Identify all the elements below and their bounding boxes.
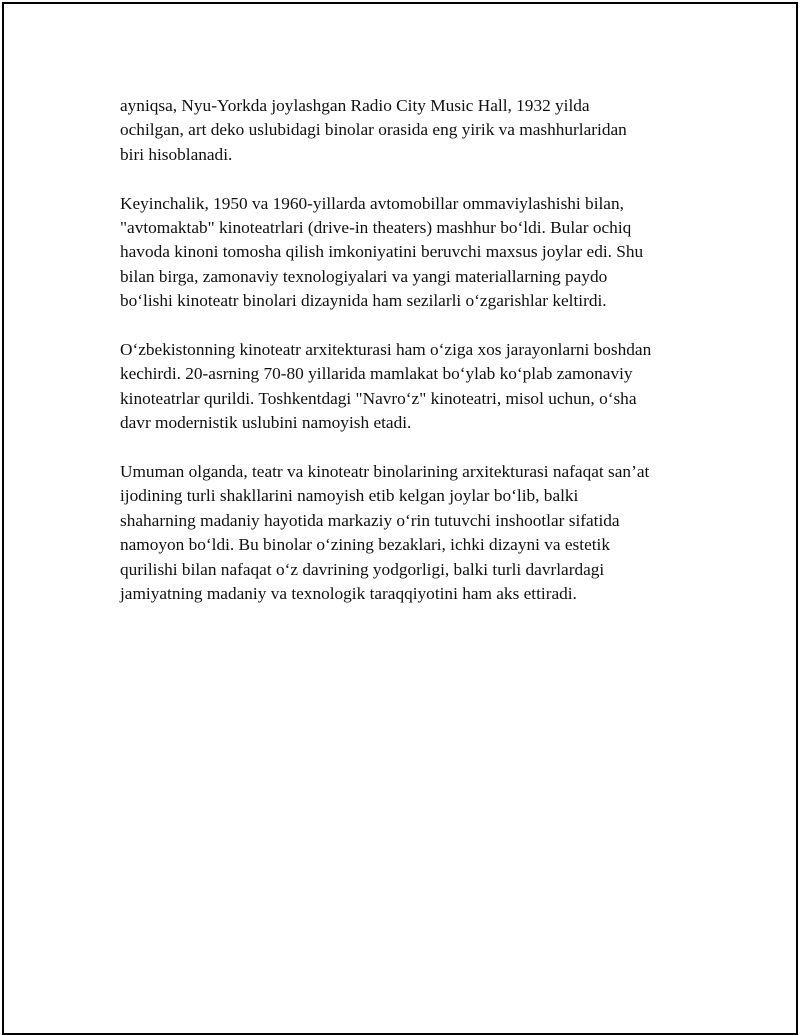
paragraph-uzbekistan-cinemas: O‘zbekistonning kinoteatr arxitekturasi ham o‘ziga xos jarayonlarni boshdan kechirdi. 20-asrning 70-80 yillarida mamlakat bo‘ylab ko‘plab zamonaviy kinoteatrlar qurildi. Toshkentdagi "Navro‘z" kinoteatri, misol uchun, o‘sha davr modernistik uslubini namoyish etadi. <box>120 340 652 433</box>
paragraph-radio-city: ayniqsa, Nyu-Yorkda joylashgan Radio City Music Hall, 1932 yilda ochilgan, art deko uslubidagi binolar orasida eng yirik va mashhurlaridan biri hisoblanadi. <box>120 96 627 164</box>
paragraph-drive-in-theaters: Keyinchalik, 1950 va 1960-yillarda avtomobillar ommaviylashishi bilan, "avtomaktab" kinoteatrlari (drive-in theaters) mashhur bo‘ldi. Bular ochiq havoda kinoni tomosha qilish imkoniyatini beruvchi maxsus joylar edi. Shu bilan birga, zamonaviy texnologiyalari va yangi materiallarning paydo bo‘lishi kinoteatr binolari dizaynida ham sezilarli o‘zgarishlar keltirdi. <box>120 193 644 311</box>
paragraph-conclusion: Umuman olganda, teatr va kinoteatr binolarining arxitekturasi nafaqat san’at ijodining turli shakllarini namoyish etib kelgan joylar bo‘lib, balki shaharning madaniy hayotida markaziy o‘rin tutuvchi inshootlar sifatida namoyon bo‘ldi. Bu binolar o‘zining bezaklari, ichki dizayni va estetik qurilishi bilan nafaqat o‘z davrining yodgorligi, balki turli davrlardagi jamiyatning madaniy va texnologik taraqqiyotini ham aks ettiradi. <box>120 462 650 604</box>
document-page <box>2 2 798 1035</box>
document-body <box>120 94 700 631</box>
